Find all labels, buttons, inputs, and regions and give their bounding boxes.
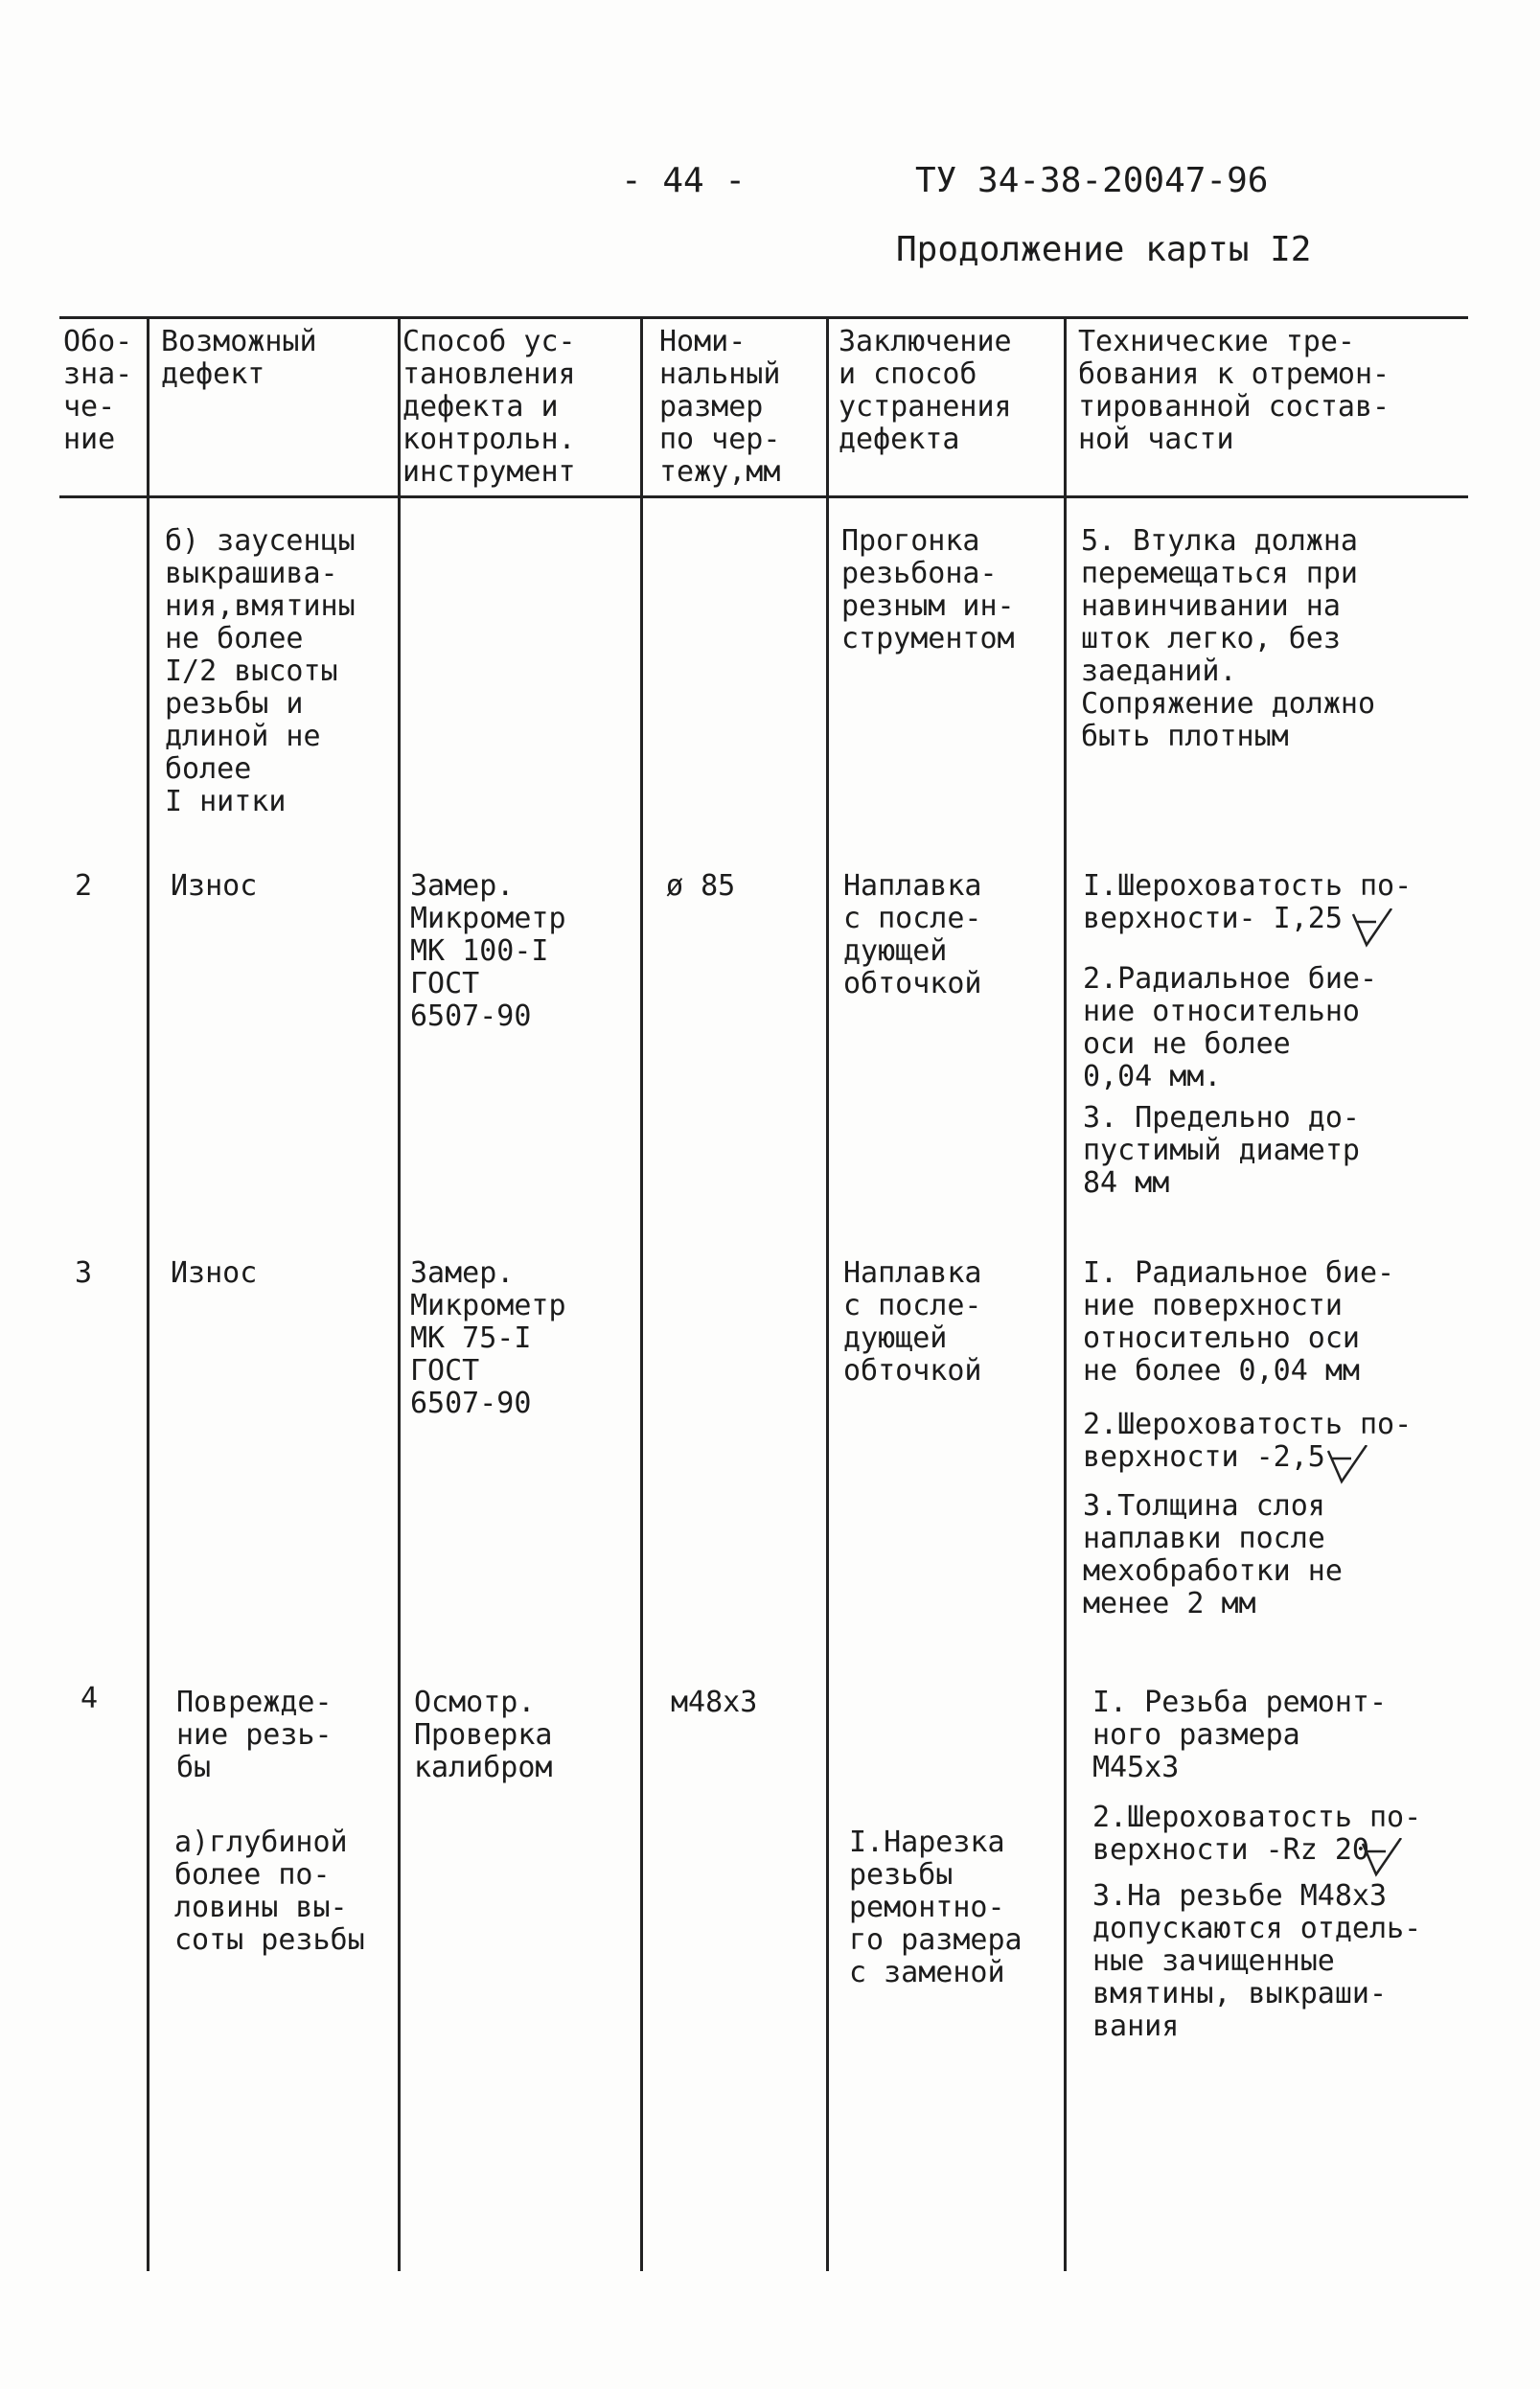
cell-designation: 3	[75, 1256, 93, 1290]
cell-conclusion: Наплавка с после- дующей обточкой	[843, 869, 982, 1000]
roughness-symbol-icon	[1349, 908, 1397, 951]
cell-conclusion-sub: I.Нарезка резьбы ремонтно- го размера с заменой	[849, 1826, 1023, 1989]
document-code: ТУ 34-38-20047-96	[915, 161, 1269, 200]
cell-requirement: I. Радиальное бие- ние поверхности относительно оси не более 0,04 мм	[1083, 1256, 1395, 1388]
column-divider-2	[398, 316, 401, 2271]
cell-designation: 2	[75, 869, 93, 903]
column-divider-1	[147, 316, 149, 2271]
column-header-defect: Возможный дефект	[161, 325, 317, 391]
roughness-symbol-icon	[1324, 1445, 1372, 1487]
column-divider-5	[1064, 316, 1067, 2271]
cell-defect: Износ	[171, 1256, 258, 1290]
cell-defect: Поврежде- ние резь- бы	[176, 1686, 333, 1784]
roughness-symbol-icon	[1359, 1838, 1407, 1880]
table-top-rule	[59, 316, 1468, 319]
column-header-nominal: Номи- нальный размер по чер- тежу,мм	[659, 325, 781, 489]
page-subtitle: Продолжение карты I2	[896, 230, 1312, 269]
cell-defect: б) заусенцы выкрашива- ния,вмятины не более I/2 высоты резьбы и длиной не более I нитки	[165, 524, 356, 818]
table-header-rule	[59, 495, 1468, 498]
cell-defect: Износ	[171, 869, 258, 903]
column-header-designation: Обо- зна- че- ние	[63, 325, 133, 456]
cell-requirement: 2.Шероховатость по- верхности -Rz 20	[1092, 1801, 1422, 1867]
cell-requirement: 5. Втулка должна перемещаться при навинчивании на шток легко, без заеданий. Сопряжение должно быть плотным	[1081, 524, 1376, 753]
column-header-conclusion: Заключение и способ устранения дефекта	[839, 325, 1012, 456]
cell-conclusion: Прогонка резьбона- резным ин- струментом	[841, 524, 1015, 655]
cell-method: Замер. Микрометр МК 75-I ГОСТ 6507-90	[410, 1256, 566, 1420]
column-header-requirements: Технические тре- бования к отремон- тированной состав- ной части	[1078, 325, 1391, 456]
cell-requirement: 2.Шероховатость по- верхности -2,5	[1083, 1408, 1413, 1474]
page-number: - 44 -	[621, 161, 747, 200]
cell-requirement: 3.Толщина слоя наплавки после мехобработки не менее 2 мм	[1083, 1489, 1343, 1620]
cell-requirement: 2.Радиальное бие- ние относительно оси не более 0,04 мм.	[1083, 962, 1378, 1093]
cell-defect-sub: а)глубиной более по- ловины вы- соты резьбы	[174, 1826, 365, 1957]
column-divider-4	[826, 316, 829, 2271]
cell-requirement: 3.На резьбе М48х3 допускаются отдель- ные зачищенные вмятины, выкраши- вания	[1092, 1879, 1422, 2043]
column-header-method: Способ ус- тановления дефекта и контрольн. инструмент	[402, 325, 576, 489]
cell-method: Осмотр. Проверка калибром	[414, 1686, 553, 1784]
cell-requirement: I.Шероховатость по- верхности- I,25	[1083, 869, 1413, 935]
cell-requirement: I. Резьба ремонт- ного размера М45х3	[1092, 1686, 1388, 1784]
cell-nominal: ø 85	[666, 869, 736, 903]
cell-method: Замер. Микрометр МК 100-I ГОСТ 6507-90	[410, 869, 566, 1033]
cell-designation: 4	[80, 1682, 99, 1715]
cell-nominal: м48х3	[671, 1686, 758, 1719]
cell-conclusion: Наплавка с после- дующей обточкой	[843, 1256, 982, 1388]
column-divider-3	[640, 316, 643, 2271]
cell-requirement: 3. Предельно до- пустимый диаметр 84 мм	[1083, 1101, 1360, 1200]
